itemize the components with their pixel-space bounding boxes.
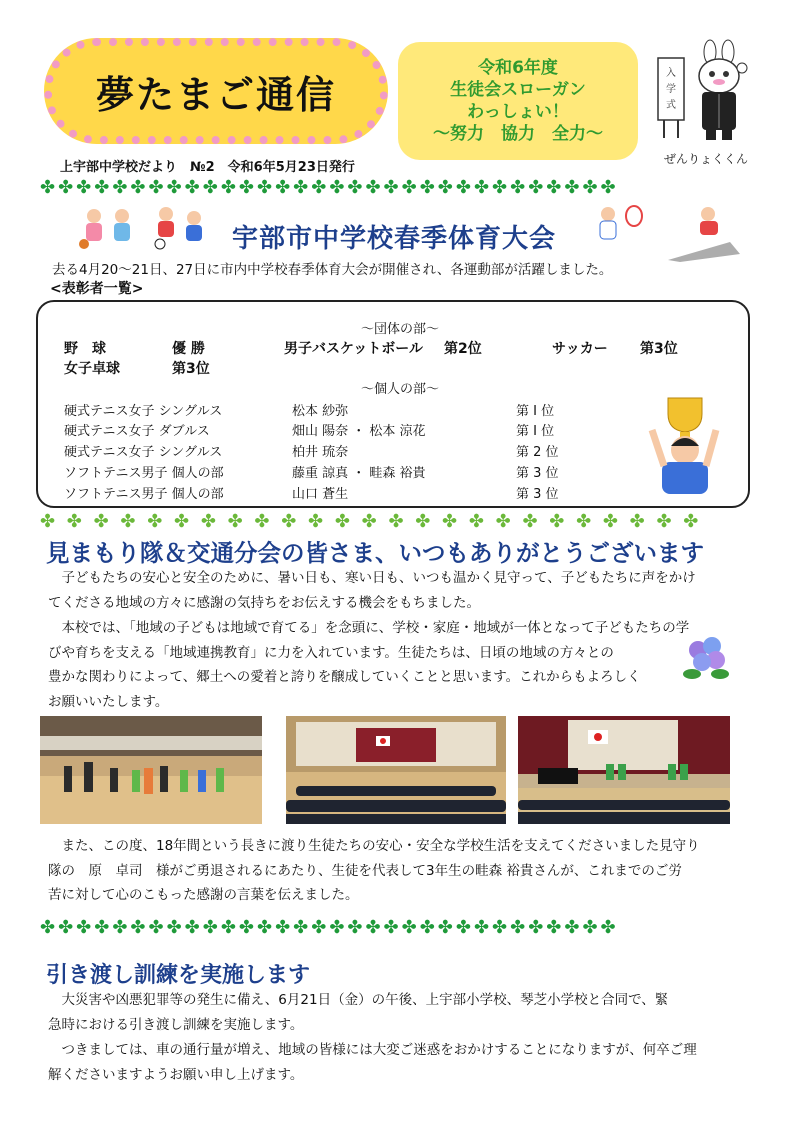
mascot-sign-char-3: 式 xyxy=(666,100,676,111)
team-rank: 第3位 xyxy=(172,361,210,377)
text-line: 豊かな関わりによって、郷土への愛着と誇りを醸成していくことと思います。これからもよろしく xyxy=(48,669,641,686)
mascot-illustration xyxy=(654,38,754,142)
hydrangea-illustration xyxy=(682,636,732,682)
text-line: お願いいたします。 xyxy=(48,693,169,710)
text-line: 子どもたちの安心と安全のために、暑い日も、寒い日も、いつも温かく見守って、子どもたちに声をかけ xyxy=(48,570,696,586)
text-line: 急時における引き渡し訓練を実施します。 xyxy=(48,1016,304,1033)
individual-name: 藤重 諒真 ・ 畦森 裕貴 xyxy=(292,466,426,481)
issue-line: 上宇部中学校だより №2 令和6年5月23日発行 xyxy=(60,160,355,175)
slogan-line: わっしょい！ xyxy=(467,102,569,122)
individual-rank: 第 Ⅰ 位 xyxy=(516,424,555,439)
watchers-paragraph-3 xyxy=(48,834,700,908)
slogan-line: 生徒会スローガン xyxy=(450,80,586,100)
individual-rank: 第 2 位 xyxy=(516,445,559,460)
individual-name: 柏井 琉奈 xyxy=(292,445,349,460)
watchers-paragraph-2 xyxy=(48,616,689,714)
newsletter-title-badge xyxy=(44,38,388,144)
text-line: 本校では、「地域の子どもは地域で育てる」を念頭に、学校・家庭・地域が一体となって子どもたちの学 xyxy=(48,620,690,636)
tennis-and-runner-illustration xyxy=(590,202,740,262)
award-list-heading: <表彰者一覧> xyxy=(50,281,144,297)
individual-rank: 第 3 位 xyxy=(516,487,559,502)
watchers-section-title: 見まもり隊＆交通分会の皆さま、いつもありがとうございます xyxy=(46,539,704,567)
text-line: 隊の 原 卓司 様がご勇退されるにあたり、生徒を代表して3年生の畦森 裕貴さんが、これまでのご労 xyxy=(48,862,682,879)
team-division-heading: 〜団体の部〜 xyxy=(360,322,439,337)
assembly-photo xyxy=(286,716,506,824)
team-event: サッカー xyxy=(552,341,608,357)
handover-paragraph-2 xyxy=(48,1038,697,1087)
text-line: つきましては、車の通行量が増え、地域の皆様には大変ご迷惑をおかけすることになりますが、何卒ご理 xyxy=(48,1042,697,1058)
individual-rank: 第 3 位 xyxy=(516,466,559,481)
text-line: てくださる地域の方々に感謝の気持ちをお伝えする機会をもちました。 xyxy=(48,594,480,611)
team-event: 女子卓球 xyxy=(64,361,120,377)
slogan-line: 令和6年度 xyxy=(478,58,558,78)
newsletter-title: 夢たまご通信 xyxy=(95,72,336,117)
sports-section-title: 宇部市中学校春季体育大会 xyxy=(232,224,557,254)
individual-division-heading: 〜個人の部〜 xyxy=(360,382,439,397)
individual-name: 松本 紗弥 xyxy=(292,404,349,419)
team-event: 野 球 xyxy=(64,341,106,357)
handover-paragraph-1 xyxy=(48,988,668,1037)
mascot-sign-char-1: 入 xyxy=(666,68,676,79)
handover-section-title: 引き渡し訓練を実施します xyxy=(46,963,311,988)
individual-event: 硬式テニス女子 シングルス xyxy=(64,445,223,460)
clover-divider: ✤✤✤✤✤✤✤✤✤✤✤✤✤✤✤✤✤✤✤✤✤✤✤✤✤✤✤✤✤✤✤✤ xyxy=(40,918,619,938)
text-line: また、この度、18年間という長きに渡り生徒たちの安心・安全な学校生活を支えてくださいました見守り xyxy=(48,838,700,854)
watchers-paragraph-1 xyxy=(48,566,696,615)
team-event: 男子バスケットボール xyxy=(284,341,424,357)
slogan-line: 〜努力 協力 全力〜 xyxy=(433,124,603,144)
sports-intro: 去る4月20〜21日、27日に市内中学校春季体育大会が開催され、各運動部が活躍しました。 xyxy=(52,262,613,278)
clover-divider: ✤ ✤ ✤ ✤ ✤ ✤ ✤ ✤ ✤ ✤ ✤ ✤ ✤ ✤ ✤ ✤ ✤ ✤ ✤ ✤ ✤ ✤ ✤ ✤ ✤ xyxy=(40,512,702,532)
clover-divider: ✤✤✤✤✤✤✤✤✤✤✤✤✤✤✤✤✤✤✤✤✤✤✤✤✤✤✤✤✤✤✤✤ xyxy=(40,178,619,198)
team-rank: 第2位 xyxy=(444,341,482,357)
individual-event: 硬式テニス女子 ダブルス xyxy=(64,424,210,439)
gym-event-photo xyxy=(40,716,262,824)
kids-playing-illustration xyxy=(76,204,216,256)
individual-name: 山口 蒼生 xyxy=(292,487,349,502)
team-rank: 第3位 xyxy=(640,341,678,357)
text-line: 苦に対して心のこもった感謝の言葉を伝えました。 xyxy=(48,887,359,904)
individual-event: ソフトテニス男子 個人の部 xyxy=(64,487,224,502)
team-rank: 優 勝 xyxy=(172,341,205,357)
individual-event: 硬式テニス女子 シングルス xyxy=(64,404,223,419)
mascot-name: ぜんりょくくん xyxy=(663,152,748,166)
mascot-sign-char-2: 学 xyxy=(666,84,676,95)
individual-rank: 第 Ⅰ 位 xyxy=(516,404,555,419)
text-line: びや育ちを支える「地域連携教育」に力を入れています。生徒たちは、日頃の地域の方々との xyxy=(48,644,614,661)
stage-speech-photo xyxy=(518,716,730,824)
slogan-box xyxy=(398,42,638,160)
individual-name: 畑山 陽奈 ・ 松本 涼花 xyxy=(292,424,426,439)
text-line: 大災害や凶悪犯罪等の発生に備え、6月21日（金）の午後、上宇部小学校、琴芝小学校と合同で、緊 xyxy=(48,992,669,1008)
text-line: 解くださいますようお願い申し上げます。 xyxy=(48,1066,304,1083)
trophy-kid-illustration xyxy=(640,390,730,498)
individual-event: ソフトテニス男子 個人の部 xyxy=(64,466,224,481)
